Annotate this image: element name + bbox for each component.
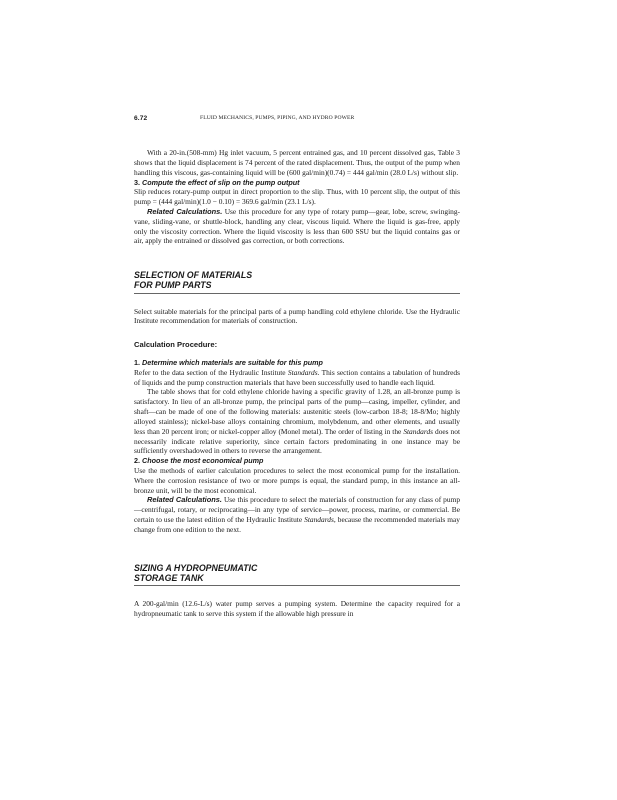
step-title: Compute the effect of slip on the pump output bbox=[142, 177, 300, 187]
running-title: FLUID MECHANICS, PUMPS, PIPING, AND HYDRO POWER bbox=[200, 115, 355, 121]
step-1-paragraph-2: The table shows that for cold ethylene chloride having a specific gravity of 1.28, an all-bronze pump is satisfactory. In lieu of an all-bronze pump, the principal parts of the pump—casing, impeller, cylinder, and shaft—can be made of one of the following materials: austenitic steels (low-carbon 18-8; 18-8/Mo; highly alloyed stainless); nickel-base alloys containing chromium, molybdenum, and other elements, and usually less than 20 percent iron; or nickel-copper alloy (Monel metal). The order of listing in the Standards does not necessarily indicate relative superiority, since certain factors predominating in one instance may be sufficiently overshadowed in others to reverse the arrangement. bbox=[134, 387, 461, 456]
step-title: Choose the most economical pump bbox=[142, 456, 264, 466]
section-title-line-1: SIZING A HYDROPNEUMATIC bbox=[134, 562, 258, 573]
book-page bbox=[134, 115, 461, 619]
section-heading-materials bbox=[134, 270, 460, 293]
section-title-line-2: FOR PUMP PARTS bbox=[134, 280, 212, 291]
section-heading-hydropneumatic bbox=[134, 563, 460, 586]
step-number: 3. bbox=[134, 177, 140, 187]
related-label: Related Calculations. bbox=[147, 206, 223, 216]
related-calculations-2: Related Calculations. Use this procedure to select the materials of construction for any class of pump—centrifugal, rotary, or reciprocating—in any type of service—power, process, marine, or commercial. Be certain to use the latest edition of the Hydraulic Institute Standards, because the recommended materials may change from one edition to the next. bbox=[134, 495, 461, 534]
step-number: 2. bbox=[134, 456, 140, 466]
running-header bbox=[134, 114, 460, 124]
step-2-body: Use the methods of earlier calculation procedures to select the most economical pump for the installation. Where the corrosion resistance of two or more pumps is equal, the standard pump, in this instance an all-bronze unit, will be the most economical. bbox=[134, 465, 460, 495]
step-3-heading bbox=[134, 178, 460, 188]
page-number: 6.72 bbox=[134, 115, 148, 122]
step-number: 1. bbox=[134, 358, 140, 368]
step-3-body: Slip reduces rotary-pump output in direct proportion to the slip. Thus, with 10 percent slip, the output of this pump = (444 gal/min)(1.0 − 0.10) = 369.6 gal/min (23.1 L/s). bbox=[134, 187, 460, 206]
related-body: Use this procedure for any type of rotary pump—gear, lobe, screw, swinging-vane, sliding-vane, or shuttle-block, handling any clear, viscous liquid. Where the liquid is gas-free, apply only the viscosity correction. Where the liquid viscosity is less than 600 SSU but the liquid contains gas or air, apply the entrained or dissolved gas correction, or both corrections. bbox=[134, 206, 460, 246]
step-title: Determine which materials are suitable for this pump bbox=[142, 358, 323, 368]
procedure-heading: Calculation Procedure: bbox=[134, 340, 218, 350]
step-1-body: Refer to the data section of the Hydraulic Institute Standards. This section contains a tabulation of hundreds of liquids and the pump construction materials that have been successfully used to handle each liquid. bbox=[134, 367, 461, 387]
section-title-line-1: SELECTION OF MATERIALS bbox=[134, 270, 253, 281]
problem-statement-materials: Select suitable materials for the principal parts of a pump handling cold ethylene chloride. Use the Hydraulic Institute recommendation for materials of construction. bbox=[134, 306, 460, 326]
related-calculations-1 bbox=[134, 207, 460, 246]
step-1-heading bbox=[134, 358, 460, 368]
section-title-line-2: STORAGE TANK bbox=[134, 573, 204, 584]
intro-paragraph: With a 20-in.(508-mm) Hg inlet vacuum, 5 percent entrained gas, and 10 percent dissolved gas, Table 3 shows that the liquid displacement is 74 percent of the rated displacement. Thus, the output of the pump when handling this viscous, gas-containing liquid will be (600 gal/min)(0.74) = 444 gal/min (28.0 L/s) without slip. bbox=[134, 148, 460, 177]
step-2-heading bbox=[134, 456, 460, 466]
related-label: Related Calculations. bbox=[147, 495, 222, 505]
problem-statement-tank: A 200-gal/min (12.6-L/s) water pump serves a pumping system. Determine the capacity required for a hydropneumatic tank to serve this system if the allowable high pressure in bbox=[134, 599, 460, 619]
